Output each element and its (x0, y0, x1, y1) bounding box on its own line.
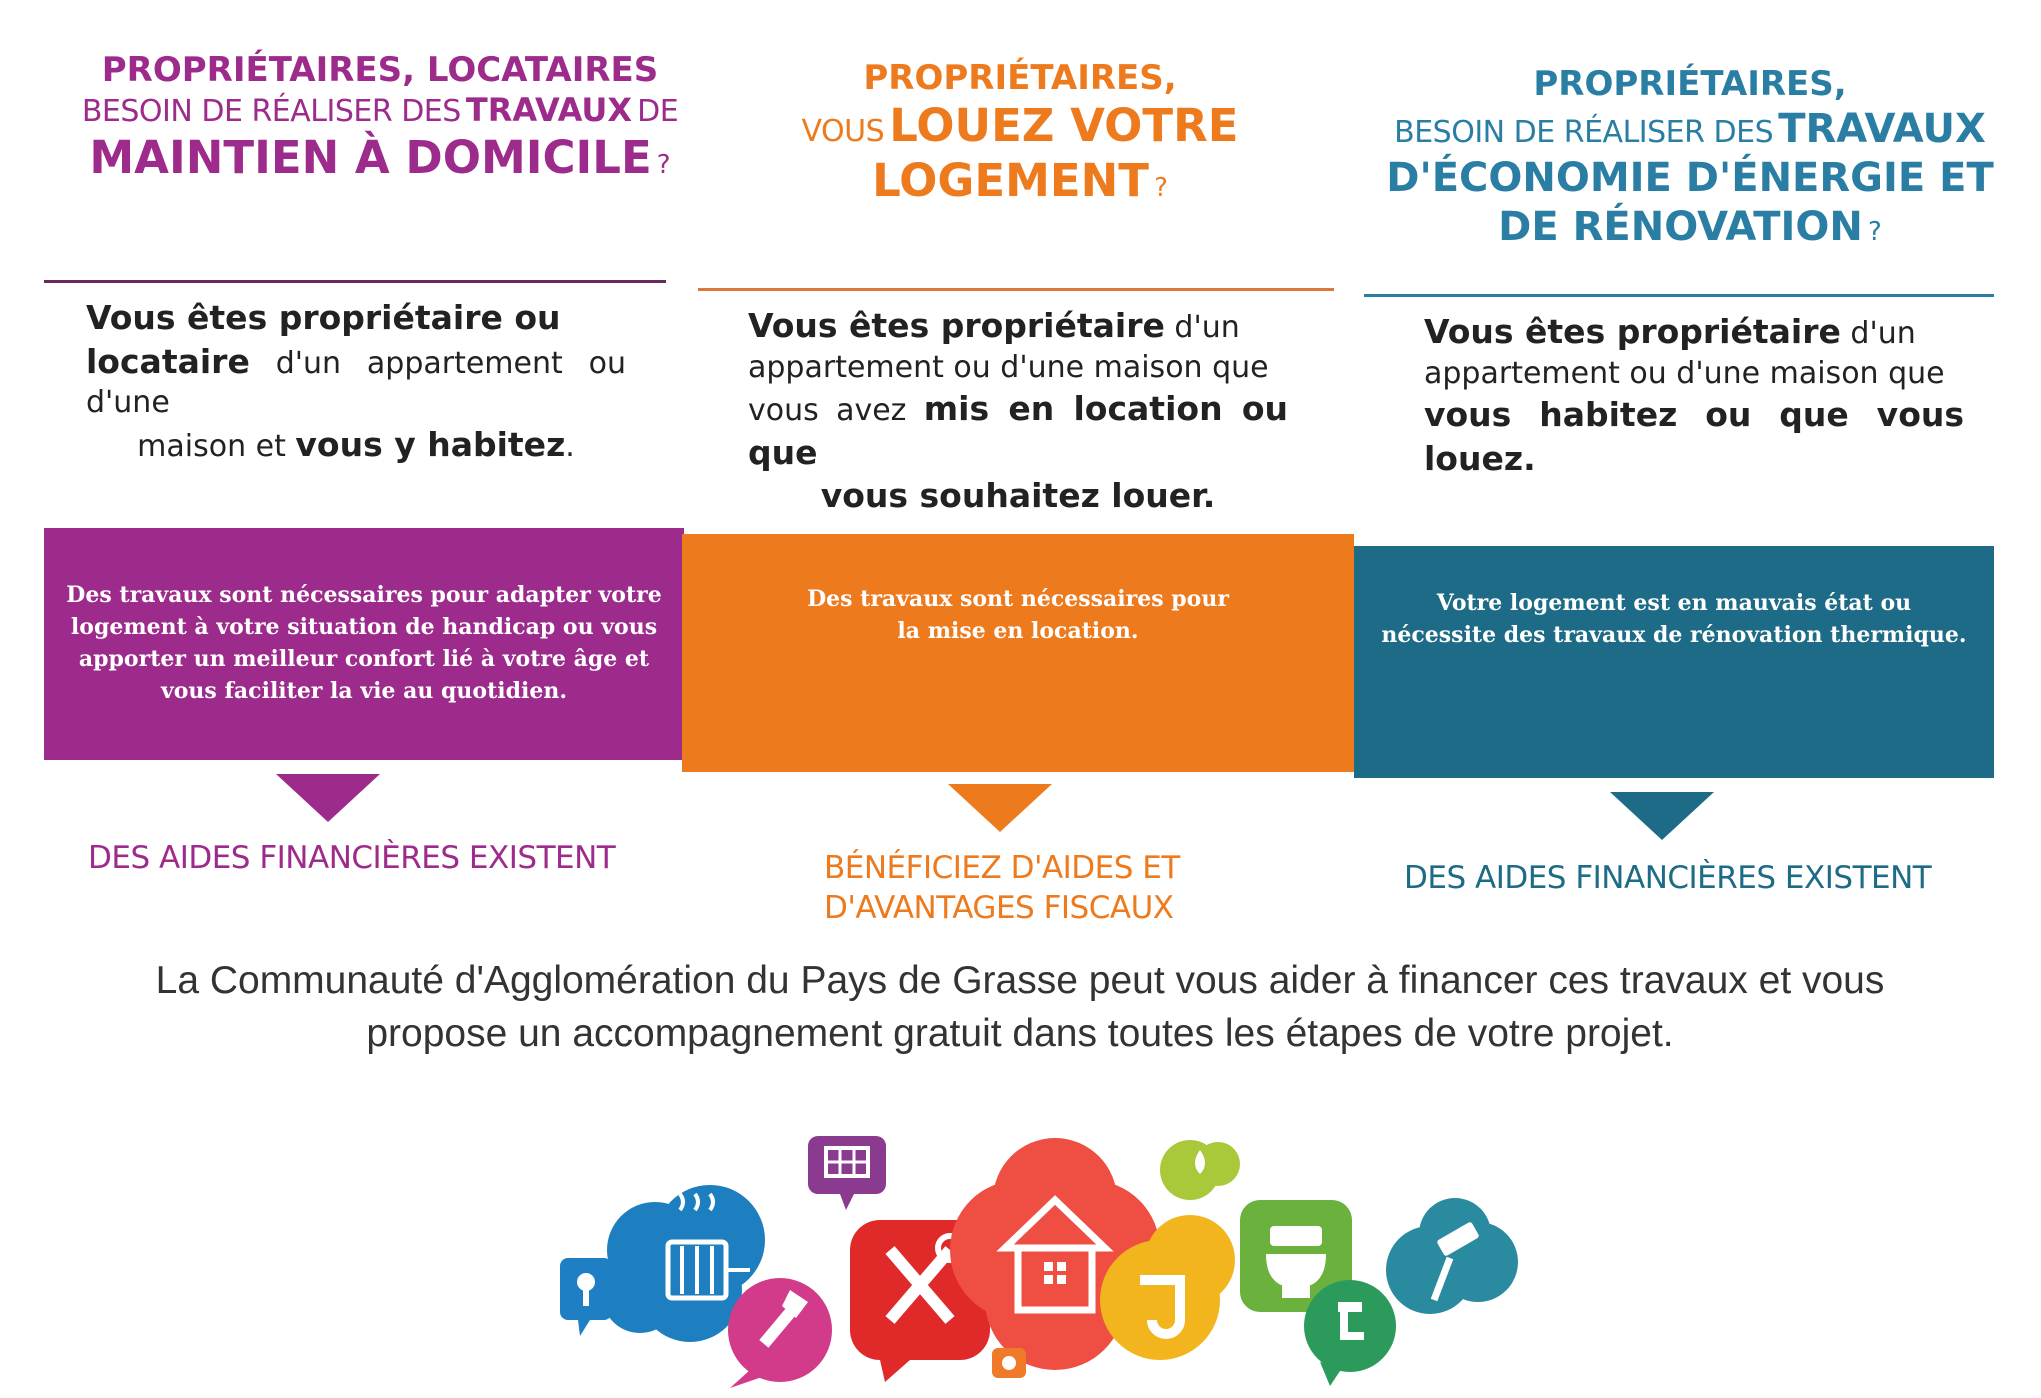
heading-line-1: PROPRIÉTAIRES, (1533, 64, 1847, 104)
intro-text-3: vous avez (748, 393, 907, 429)
intro-bold-1: Vous êtes propriétaire ou (86, 298, 561, 337)
band-line: apporter un meilleur confort lié à votre âge et (78, 646, 650, 672)
divider-teal (1364, 294, 1994, 297)
intro-text-1: d'un (1174, 310, 1240, 345)
intro-bold-3: vous y habitez (295, 424, 566, 464)
question-mark: ? (1868, 217, 1882, 248)
band-line: Des travaux sont nécessaires pour (807, 586, 1229, 612)
divider-purple (44, 280, 666, 283)
heading-line-2b: TRAVAUX (465, 91, 632, 130)
band-line: Des travaux sont nécessaires pour adapter votre (66, 582, 662, 609)
heading-line-2c: DE (637, 94, 679, 130)
intro-bold-2: locataire (86, 341, 250, 381)
conclusion-line-1: La Communauté d'Agglomération du Pays de Grasse peut vous aider à financer ces travaux et vous (155, 959, 1885, 1002)
intro-text-2: maison et (137, 428, 286, 464)
aid-line: BÉNÉFICIEZ D'AIDES ET (824, 850, 1180, 886)
paint-roller-icon (1386, 1198, 1518, 1314)
band-line: vous faciliter la vie au quotidien. (160, 677, 568, 704)
intro-text-3: . (565, 428, 575, 464)
gas-flame-icon (1160, 1140, 1240, 1200)
small-gear-icon (992, 1348, 1026, 1378)
intro-bold-2: mis en location ou que (748, 389, 1288, 472)
arrow-down-teal (1610, 792, 1714, 840)
screen-icon (808, 1136, 886, 1210)
heading-line-3: D'ÉCONOMIE D'ÉNERGIE ET (1386, 155, 1994, 202)
intro-bold-1: Vous êtes propriétaire (748, 306, 1165, 345)
sink-drain-icon (1304, 1280, 1396, 1386)
heading-line-3: LOGEMENT (872, 154, 1149, 208)
intro-bold-2: vous habitez ou que vous louez. (1424, 395, 1964, 478)
band-maintien-domicile (44, 528, 684, 760)
heading-line-2a: VOUS (801, 114, 885, 150)
aid-line: DES AIDES FINANCIÈRES EXISTENT (88, 840, 616, 876)
heading-line-2b: TRAVAUX (1778, 106, 1986, 153)
intro-text-2: appartement ou d'une maison que (748, 349, 1269, 385)
intro-text-1: d'un appartement ou d'une (86, 345, 626, 421)
question-mark: ? (656, 150, 671, 181)
intro-bold-1: Vous êtes propriétaire (1424, 312, 1841, 351)
heading-line-4: DE RÉNOVATION (1498, 204, 1863, 251)
heading-economie-energie (1370, 64, 2010, 252)
services-icon-cluster (550, 1130, 1540, 1390)
band-line: la mise en location. (897, 617, 1139, 644)
intro-proprietaire-bailleur (748, 304, 1288, 518)
band-location (682, 534, 1354, 772)
conclusion-text (120, 955, 1920, 1060)
aid-caption-teal (1404, 858, 1931, 898)
intro-bold-3: vous souhaitez louer. (820, 476, 1216, 516)
heading-line-1: PROPRIÉTAIRES, LOCATAIRES (101, 50, 659, 90)
aid-caption-purple (88, 838, 615, 878)
band-renovation (1354, 546, 1994, 778)
band-line: Votre logement est en mauvais état ou (1436, 590, 1912, 616)
intro-proprietaire-locataire (86, 296, 626, 466)
arrow-down-purple (276, 774, 380, 822)
intro-text-2: appartement ou d'une maison que (1424, 355, 1945, 391)
intro-proprietaire-occupant (1424, 310, 1964, 480)
intro-text-1: d'un (1850, 316, 1916, 351)
aid-line: D'AVANTAGES FISCAUX (824, 890, 1174, 927)
arrow-down-orange (948, 784, 1052, 832)
divider-orange (698, 288, 1334, 291)
heading-line-1: PROPRIÉTAIRES, (863, 58, 1177, 98)
paint-brush-icon (728, 1278, 832, 1388)
band-line: logement à votre situation de handicap ou vous (70, 614, 658, 641)
heading-line-2a: BESOIN DE RÉALISER DES (1394, 115, 1774, 151)
aid-caption-orange (824, 848, 1180, 929)
question-mark: ? (1154, 173, 1168, 204)
conclusion-line-2: propose un accompagnement gratuit dans toutes les étapes de votre projet. (366, 1011, 1674, 1055)
band-line: nécessite des travaux de rénovation thermique. (1381, 621, 1967, 648)
heading-line-3: MAINTIEN À DOMICILE (89, 131, 652, 185)
aid-line: DES AIDES FINANCIÈRES EXISTENT (1404, 860, 1932, 896)
heading-line-2a: BESOIN DE RÉALISER DES (81, 94, 461, 130)
heading-louez-logement (740, 58, 1300, 209)
heading-maintien-domicile (60, 50, 700, 186)
heading-line-2b: LOUEZ VOTRE (889, 99, 1239, 153)
